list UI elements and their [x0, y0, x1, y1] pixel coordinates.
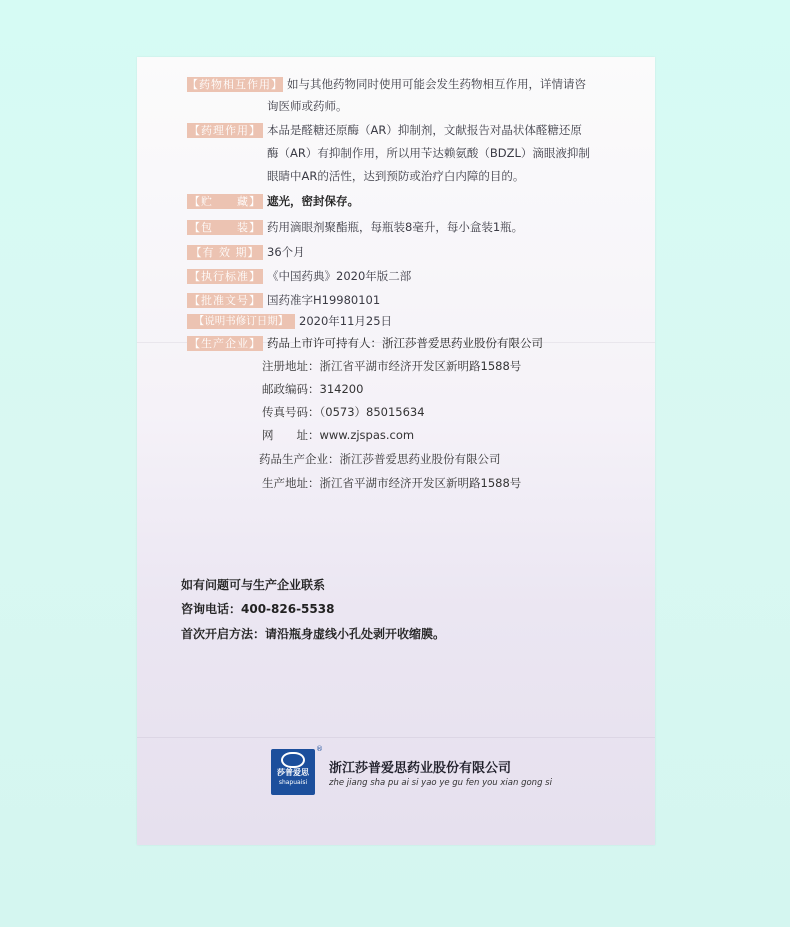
section-line: 遮光，密封保存。: [267, 194, 359, 208]
section-line: 《中国药典》2020年版二部: [267, 269, 412, 283]
section-line: 本品是醛糖还原酶（AR）抑制剂，文献报告对晶状体醛糖还原: [267, 123, 582, 137]
section-tag: 【药物相互作用】: [187, 78, 283, 91]
section-package: [187, 216, 523, 238]
contact-heading: 如有问题可与生产企业联系: [181, 578, 326, 592]
fold-line: [137, 737, 655, 738]
production-company: 药品生产企业：浙江莎普爱思药业股份有限公司: [259, 452, 501, 466]
section-line: 药用滴眼剂聚酯瓶，每瓶装8毫升，每小盒装1瓶。: [267, 220, 524, 234]
section-manufacturer: [187, 332, 543, 354]
section-tag: 【批准文号】: [189, 294, 261, 307]
leaflet-page: [137, 57, 655, 845]
section-tag: 【贮 藏】: [189, 195, 261, 208]
logo-en-text: shapuaisi: [278, 779, 308, 786]
section-line: 36个月: [267, 245, 305, 259]
section-tag: 【有 效 期】: [187, 245, 263, 260]
section-tag: 【包 装】: [189, 221, 261, 234]
fax-number: 传真号码：（0573）85015634: [262, 405, 425, 419]
section-tag: 【药理作用】: [189, 124, 261, 137]
section-line: 询医师或药师。: [267, 99, 348, 113]
company-logo: [271, 749, 315, 795]
company-name-en: zhe jiang sha pu ai si yao ye gu fen you xian gong si: [329, 778, 552, 788]
section-line: 如与其他药物同时使用可能会发生药物相互作用，详情请咨: [287, 77, 586, 91]
section-line: 眼睛中AR的活性，达到预防或治疗白内障的目的。: [267, 169, 525, 183]
postal-code: 邮政编码：314200: [262, 382, 364, 396]
opening-method: 首次开启方法：请沿瓶身虚线小孔处剥开收缩膜。: [181, 627, 446, 641]
section-tag: 【生产企业】: [189, 337, 261, 350]
section-tag: 【说明书修订日期】: [187, 314, 295, 329]
website: 网 址：www.zjspas.com: [262, 428, 415, 442]
section-line: 酶（AR）有抑制作用，所以用苄达赖氨酸（BDZL）滴眼液抑制: [267, 146, 590, 160]
section-line: 2020年11月25日: [299, 314, 393, 328]
section-storage: [187, 190, 359, 212]
registered-mark: ®: [316, 745, 323, 753]
section-validity: [187, 241, 305, 263]
company-name-cn: 浙江莎普爱思药业股份有限公司: [329, 761, 512, 776]
registered-address: 注册地址：浙江省平湖市经济开发区新明路1588号: [262, 359, 522, 373]
section-revision-date: [187, 310, 392, 332]
section-standard: [187, 265, 411, 287]
production-address: 生产地址：浙江省平湖市经济开发区新明路1588号: [262, 476, 522, 490]
section-interactions: [187, 73, 586, 95]
section-line: 国药准字H19980101: [267, 293, 381, 307]
hotline: 咨询电话：400-826-5538: [181, 602, 335, 616]
section-approval: [187, 289, 380, 311]
logo-emblem-icon: [281, 752, 305, 768]
section-pharmacology: [187, 119, 582, 141]
logo-cn-text: 莎普爱思: [277, 768, 309, 777]
section-tag: 【执行标准】: [189, 270, 261, 283]
section-line: 药品上市许可持有人：浙江莎普爱思药业股份有限公司: [267, 336, 543, 350]
